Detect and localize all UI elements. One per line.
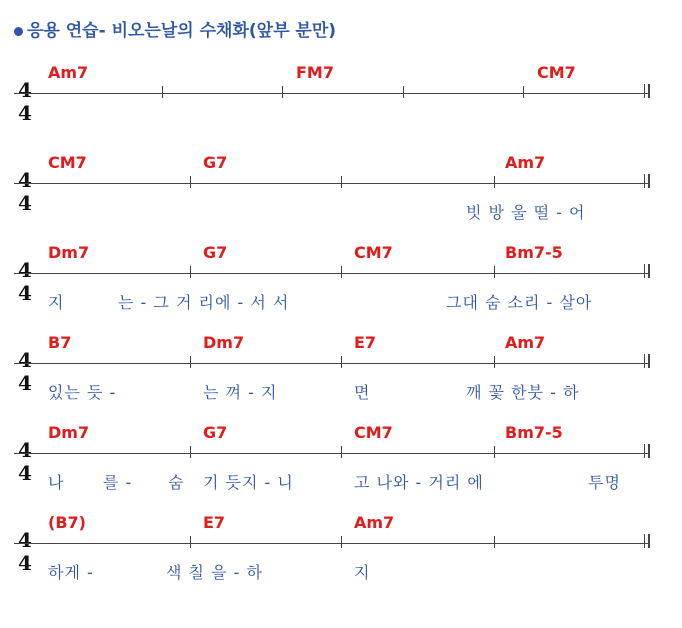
chord-symbol: CM7: [354, 423, 393, 442]
chord-symbol: Dm7: [48, 243, 90, 262]
staff-line: [14, 93, 649, 94]
chord-symbol: Am7: [505, 153, 546, 172]
time-signature-denominator: 4: [18, 551, 32, 575]
staff-line: [14, 273, 649, 274]
bar-line: [190, 536, 191, 548]
chord-symbol: G7: [203, 153, 228, 172]
end-bar-line: [644, 174, 650, 188]
time-signature-numerator: 4: [18, 258, 32, 282]
lyric-text: 하게 -: [48, 563, 94, 582]
bar-line: [190, 176, 191, 188]
bar-line: [341, 356, 342, 368]
time-signature-denominator: 4: [18, 191, 32, 215]
staff-line: [14, 183, 649, 184]
bar-line: [162, 86, 163, 98]
lyric-text: 는 - 그 거 리에 - 서 서: [118, 293, 290, 312]
chord-symbol: Dm7: [203, 333, 245, 352]
lyric-text: 깨 꽃 한붓 - 하: [466, 383, 580, 402]
bar-line: [341, 446, 342, 458]
bar-line: [494, 446, 495, 458]
music-row-2: [0, 153, 682, 268]
chord-symbol: Bm7-5: [505, 243, 563, 262]
chord-symbol: Am7: [48, 63, 89, 82]
bar-line: [341, 176, 342, 188]
staff-line: [14, 453, 649, 454]
bar-line: [190, 446, 191, 458]
title-text: 응용 연습- 비오는날의 수채화(앞부 분만): [27, 21, 337, 41]
end-bar-line: [644, 84, 650, 98]
lyric-text: 지: [354, 563, 371, 582]
music-row-3: [0, 243, 682, 358]
bar-line: [494, 536, 495, 548]
page-title: [14, 16, 336, 41]
music-row-6: [0, 513, 682, 628]
time-signature-numerator: 4: [18, 438, 32, 462]
end-bar-line: [644, 534, 650, 548]
chord-symbol: G7: [203, 423, 228, 442]
time-signature-denominator: 4: [18, 101, 32, 125]
lyric-text: 지: [48, 293, 65, 312]
bar-line: [341, 266, 342, 278]
lyric-text: 빗 방 울 떨 - 어: [466, 203, 586, 222]
music-row-4: [0, 333, 682, 448]
bar-line: [403, 86, 404, 98]
end-bar-line: [644, 264, 650, 278]
lyric-text: 기 듯지 - 니: [203, 473, 294, 492]
lyric-text: 투명: [588, 473, 621, 492]
time-signature-numerator: 4: [18, 78, 32, 102]
bullet-icon: [14, 27, 23, 36]
lyric-text: 숨: [168, 473, 185, 492]
staff-line: [14, 363, 649, 364]
chord-symbol: CM7: [537, 63, 576, 82]
time-signature-numerator: 4: [18, 528, 32, 552]
bar-line: [494, 176, 495, 188]
time-signature-denominator: 4: [18, 281, 32, 305]
bar-line: [190, 356, 191, 368]
bar-line: [190, 266, 191, 278]
bar-line: [494, 266, 495, 278]
bar-line: [282, 86, 283, 98]
lyric-text: 면: [354, 383, 371, 402]
music-row-5: [0, 423, 682, 538]
time-signature-denominator: 4: [18, 461, 32, 485]
end-bar-line: [644, 444, 650, 458]
chord-symbol: CM7: [354, 243, 393, 262]
time-signature-denominator: 4: [18, 371, 32, 395]
chord-symbol: G7: [203, 243, 228, 262]
chord-symbol: Dm7: [48, 423, 90, 442]
bar-line: [341, 536, 342, 548]
chord-symbol: Am7: [354, 513, 395, 532]
lyric-text: 고 나와 - 거리 에: [354, 473, 484, 492]
lyric-text: 있는 듯 -: [48, 383, 117, 402]
chord-symbol: Bm7-5: [505, 423, 563, 442]
chord-symbol: Am7: [505, 333, 546, 352]
time-signature-numerator: 4: [18, 168, 32, 192]
staff-line: [14, 543, 649, 544]
chord-symbol: E7: [203, 513, 226, 532]
time-signature-numerator: 4: [18, 348, 32, 372]
bar-line: [523, 86, 524, 98]
end-bar-line: [644, 354, 650, 368]
bar-line: [494, 356, 495, 368]
chord-symbol: E7: [354, 333, 377, 352]
chord-symbol: B7: [48, 333, 72, 352]
music-row-1: [0, 63, 682, 178]
chord-symbol: FM7: [296, 63, 334, 82]
lyric-text: 그대 숨 소리 - 살아: [446, 293, 593, 312]
lyric-text: 를 -: [103, 473, 133, 492]
chord-symbol: (B7): [48, 513, 86, 532]
chord-symbol: CM7: [48, 153, 87, 172]
lyric-text: 색 칠 을 - 하: [166, 563, 263, 582]
lyric-text: 는 껴 - 지: [203, 383, 278, 402]
lyric-text: 나: [48, 473, 65, 492]
